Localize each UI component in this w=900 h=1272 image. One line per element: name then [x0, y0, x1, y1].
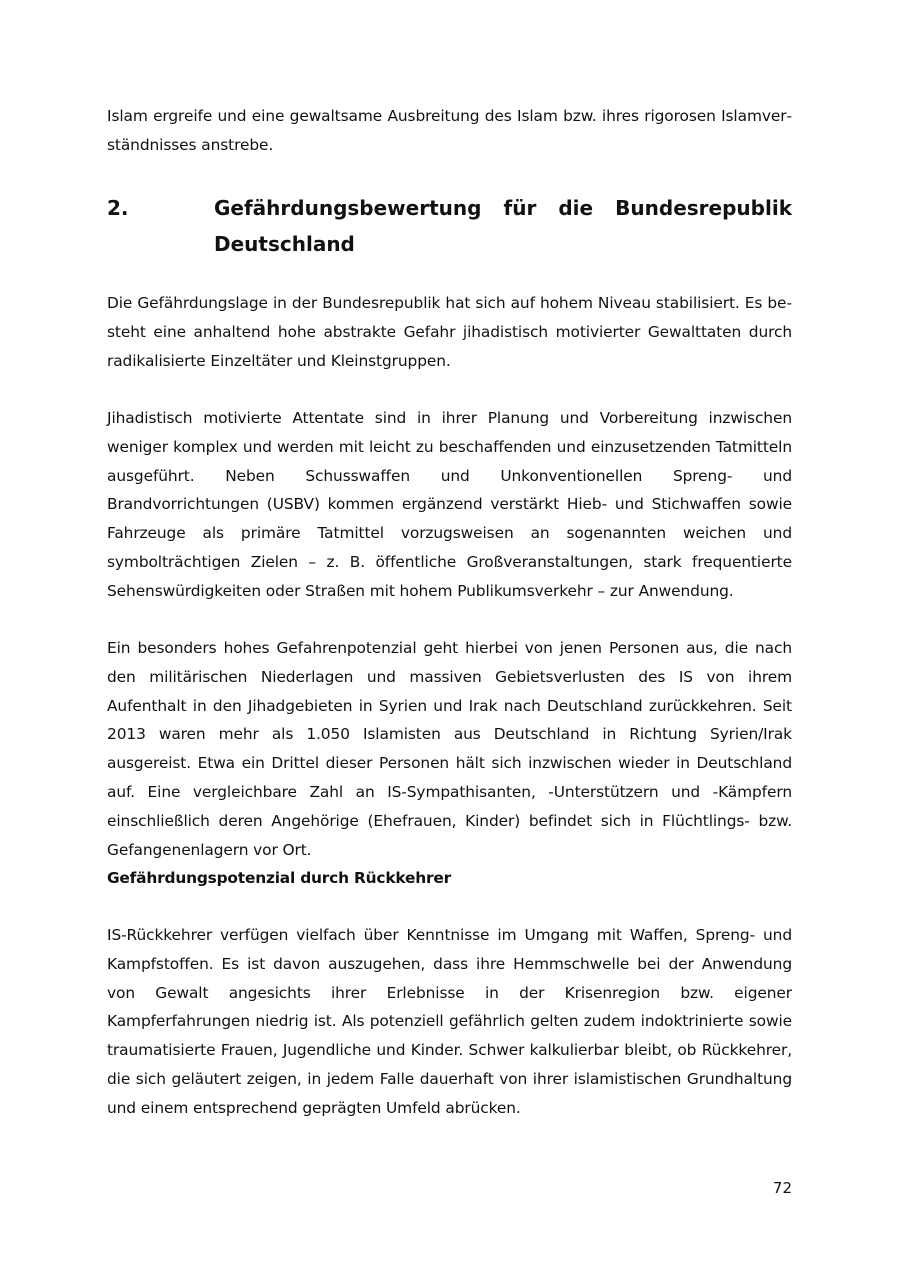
paragraph-attentate: Jihadistisch motivierte Attentate sind in ihrer Planung und Vorbereitung inzwischen weniger komplex und werden mit leicht zu beschaffenden und einzusetzenden Tatmitteln ausgeführt. Neben Schusswaffen und Unkonventionellen Spreng- und Brandvorrichtungen (USBV) kommen ergänzend verstärkt Hieb- und Stichwaffen sowie Fahrzeuge als primäre Tatmittel vorzugsweisen an sogenannten weichen und symbolträchtigen Zielen – z. B. öffentliche Großveranstaltungen, stark frequentierte Sehenswürdigkeiten oder Straßen mit hohem Publikumsverkehr – zur Anwendung. — [107, 409, 792, 600]
paragraph-is-rueckkehrer: IS-Rückkehrer verfügen vielfach über Kenntnisse im Umgang mit Waffen, Spreng- und Kampfstoffen. Es ist davon auszugehen, dass ihre Hemmschwelle bei der Anwendung von Gewalt angesichts ihrer Erlebnisse in der Krisenregion bzw. eigener Kampferfahrungen niedrig ist. Als potenziell gefährlich gelten zudem indoktrinierte sowie traumatisierte Frauen, Jugendliche und Kinder. Schwer kalkulierbar bleibt, ob Rückkehrer, die sich geläutert zeigen, in jedem Falle dauerhaft von ihrer islamistischen Grundhaltung und einem entsprechend geprägten Umfeld abrücken. — [107, 926, 792, 1117]
paragraph-gefaehrdungslage: Die Gefährdungslage in der Bundesrepublik hat sich auf hohem Niveau stabilisiert. Es besteht eine anhaltend hohe abstrakte Gefahr jihadistisch motivierter Gewalttaten durch radikalisierte Einzeltäter und Kleinstgruppen. — [107, 294, 792, 370]
section-number: 2. — [107, 196, 129, 220]
section-title: Gefährdungsbewertung für die Bundesrepublik Deutschland — [214, 196, 792, 256]
subheading-rueckkehrer: Gefährdungspotenzial durch Rückkehrer — [107, 869, 452, 887]
intro-continuation-paragraph: Islam ergreife und eine gewaltsame Ausbreitung des Islam bzw. ihres rigorosen Islamverständnisses anstrebe. — [107, 107, 792, 154]
page-number: 72 — [772, 1179, 792, 1197]
paragraph-gefahrenpotenzial: Ein besonders hohes Gefahrenpotenzial geht hierbei von jenen Personen aus, die nach den militärischen Niederlagen und massiven Gebietsverlusten des IS von ihrem Aufenthalt in den Jihadgebieten in Syrien und Irak nach Deutschland zurückkehren. Seit 2013 waren mehr als 1.050 Islamisten aus Deutschland in Richtung Syrien/Irak ausgereist. Etwa ein Drittel dieser Personen hält sich inzwischen wieder in Deutschland auf. Eine vergleichbare Zahl an IS-Sympathisanten, -Unterstützern und -Kämpfern einschließlich deren Angehörige (Ehefrauen, Kinder) befindet sich in Flüchtlings- bzw. Gefangenenlagern vor Ort. — [107, 639, 792, 859]
